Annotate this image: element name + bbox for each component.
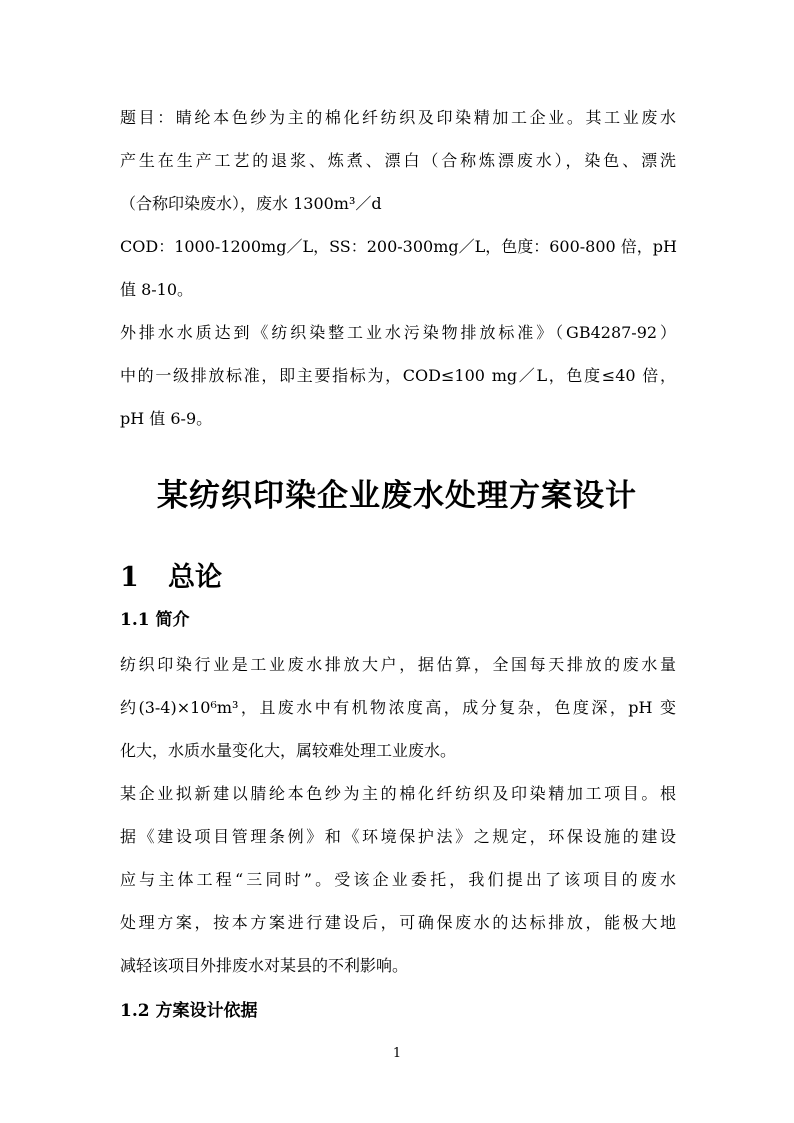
- paragraph-line: 据《建设项目管理条例》和《环境保护法》之规定，环保设施的建设: [120, 827, 676, 846]
- paragraph-line: 化大，水质水量变化大，属较难处理工业废水。: [120, 741, 457, 760]
- section-heading: 1.1 简介: [120, 610, 190, 630]
- problem-line: 外排水水质达到《纺织染整工业水污染物排放标准》（GB4287-92）: [120, 323, 676, 342]
- paragraph-line: 减轻该项目外排废水对某县的不利影响。: [120, 956, 409, 975]
- document-title: 某纺织印染企业废水处理方案设计: [157, 478, 637, 514]
- paragraph-line: 纺织印染行业是工业废水排放大户，据估算，全国每天排放的废水量: [120, 655, 676, 674]
- paragraph-line: 约(3-4)×10⁶m³，且废水中有机物浓度高，成分复杂，色度深，pH 变: [120, 698, 676, 717]
- problem-line: 题目：睛纶本色纱为主的棉化纤纺织及印染精加工企业。其工业废水: [120, 108, 676, 127]
- chapter-heading: [120, 562, 222, 594]
- page-number: 1: [392, 1046, 402, 1061]
- problem-line: 中的一级排放标准，即主要指标为，COD≤100 mg／L，色度≤40 倍，: [120, 366, 676, 385]
- problem-line: COD：1000-1200mg／L，SS：200-300mg／L，色度：600-800 倍，pH: [120, 237, 678, 256]
- problem-line: 值 8-10。: [120, 280, 194, 299]
- problem-line: pH 值 6-9。: [120, 409, 213, 428]
- chapter-number: 1: [120, 562, 139, 593]
- problem-line: 产生在生产工艺的退浆、炼煮、漂白（合称炼漂废水），染色、漂洗: [120, 151, 676, 170]
- chapter-title: 总论: [168, 562, 222, 593]
- paragraph-line: 应与主体工程“三同时”。受该企业委托，我们提出了该项目的废水: [120, 870, 676, 889]
- problem-line: （合称印染废水），废水 1300m³／d: [120, 194, 382, 213]
- paragraph-line: 处理方案，按本方案进行建设后，可确保废水的达标排放，能极大地: [120, 913, 676, 932]
- section-heading: 1.2 方案设计依据: [120, 1001, 258, 1021]
- paragraph-line: 某企业拟新建以腈纶本色纱为主的棉化纤纺织及印染精加工项目。根: [120, 784, 676, 803]
